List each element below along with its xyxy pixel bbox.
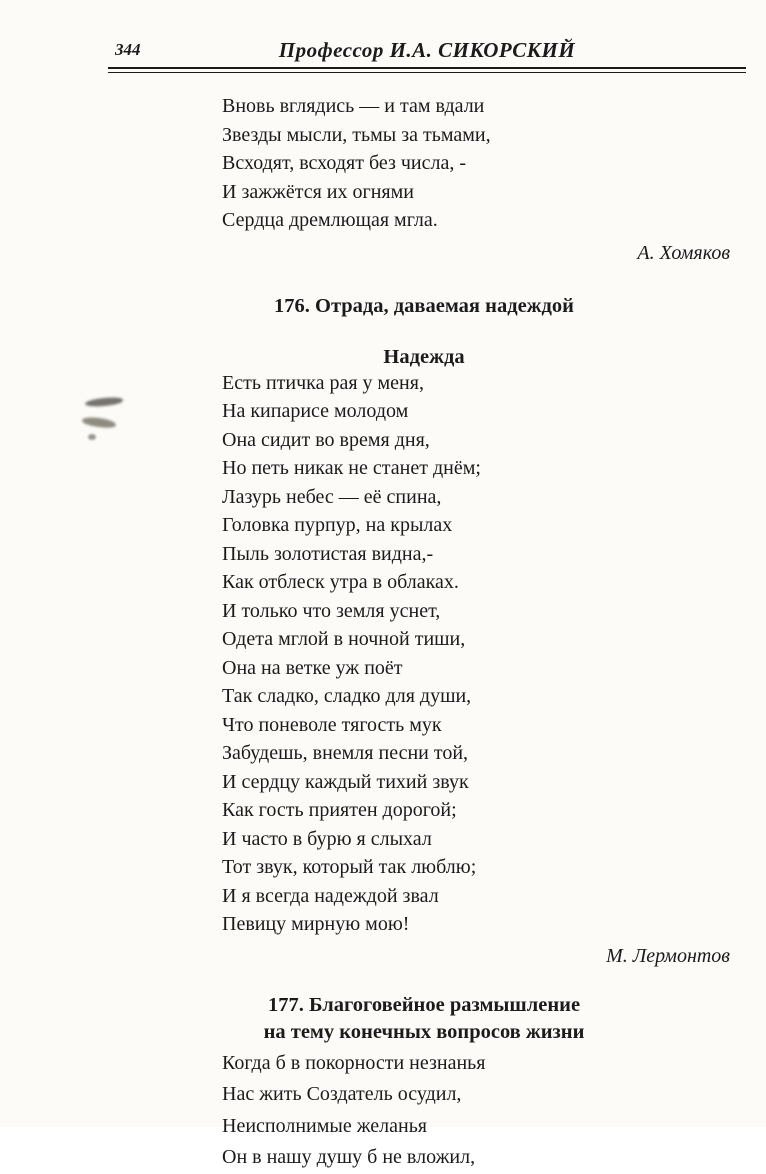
poem-line: И часто в бурю я слыхал	[222, 827, 432, 850]
poem-attribution-homyakov: А. Хомяков	[637, 241, 730, 264]
poem-line: Певицу мирную мою!	[222, 913, 410, 935]
poem-homyakov	[222, 92, 738, 235]
poem-line: Как гость приятен дорогой;	[222, 799, 457, 821]
section-177-heading-line2: на тему конечных вопросов жизни	[263, 1020, 585, 1043]
page-number: 344	[115, 40, 141, 59]
poem-section-177	[222, 1048, 738, 1174]
poem-line: Лазурь небес — её спина,	[222, 485, 442, 508]
poem-line: Что поневоле тягость мук	[222, 713, 442, 736]
poem-title-nadezhda: Надежда	[383, 345, 465, 368]
section-176-heading: 176. Отрада, даваемая надеждой	[274, 294, 574, 317]
poem-line: И сердцу каждый тихий звук	[222, 770, 469, 793]
poem-line: Неисполнимые желанья	[222, 1114, 428, 1137]
poem-line: Она на ветке уж поёт	[222, 656, 403, 679]
poem-line: Сердца дремлющая мгла.	[222, 209, 438, 231]
poem-line: Забудешь, внемля песни той,	[222, 742, 469, 764]
poem-line: Нас жить Создатель осудил,	[222, 1083, 462, 1105]
poem-line: Головка пурпур, на крылах	[222, 514, 453, 536]
section-177-heading	[110, 992, 738, 1046]
poem-line: И зажжётся их огнями	[222, 180, 414, 203]
poem-line: Но петь никак не станет днём;	[222, 457, 481, 479]
poem-line: И только что земля уснет,	[222, 599, 441, 622]
poem-attribution-lermontov: М. Лермонтов	[606, 944, 730, 967]
page-content	[110, 80, 738, 1174]
running-header: Профессор И.А. СИКОРСКИЙ	[278, 38, 576, 62]
poem-line: Одета мглой в ночной тиши,	[222, 628, 466, 650]
poem-line: На кипарисе молодом	[222, 400, 409, 422]
section-177-heading-line1: 177. Благоговейное размышление	[267, 993, 581, 1016]
poem-line: Так сладко, сладко для души,	[222, 685, 472, 707]
poem-line: Он в нашу душу б не вложил,	[222, 1146, 476, 1168]
poem-line: Она сидит во время дня,	[222, 428, 430, 451]
header-rule	[108, 67, 746, 73]
poem-line: И я всегда надеждой звал	[222, 884, 439, 907]
poem-lermontov	[222, 369, 738, 939]
poem-line: Пыль золотистая видна,-	[222, 542, 434, 565]
poem-line: Тот звук, который так люблю;	[222, 856, 477, 878]
scan-smudge-mark	[88, 434, 96, 440]
poem-line: Как отблеск утра в облаках.	[222, 571, 459, 593]
poem-line: Всходят, всходят без числа, -	[222, 152, 467, 174]
poem-line: Звезды мысли, тьмы за тьмами,	[222, 123, 491, 146]
poem-line: Есть птичка рая у меня,	[222, 371, 424, 394]
poem-line: Вновь вглядись — и там вдали	[222, 95, 485, 117]
poem-line: Когда б в покорности незнанья	[222, 1051, 486, 1074]
